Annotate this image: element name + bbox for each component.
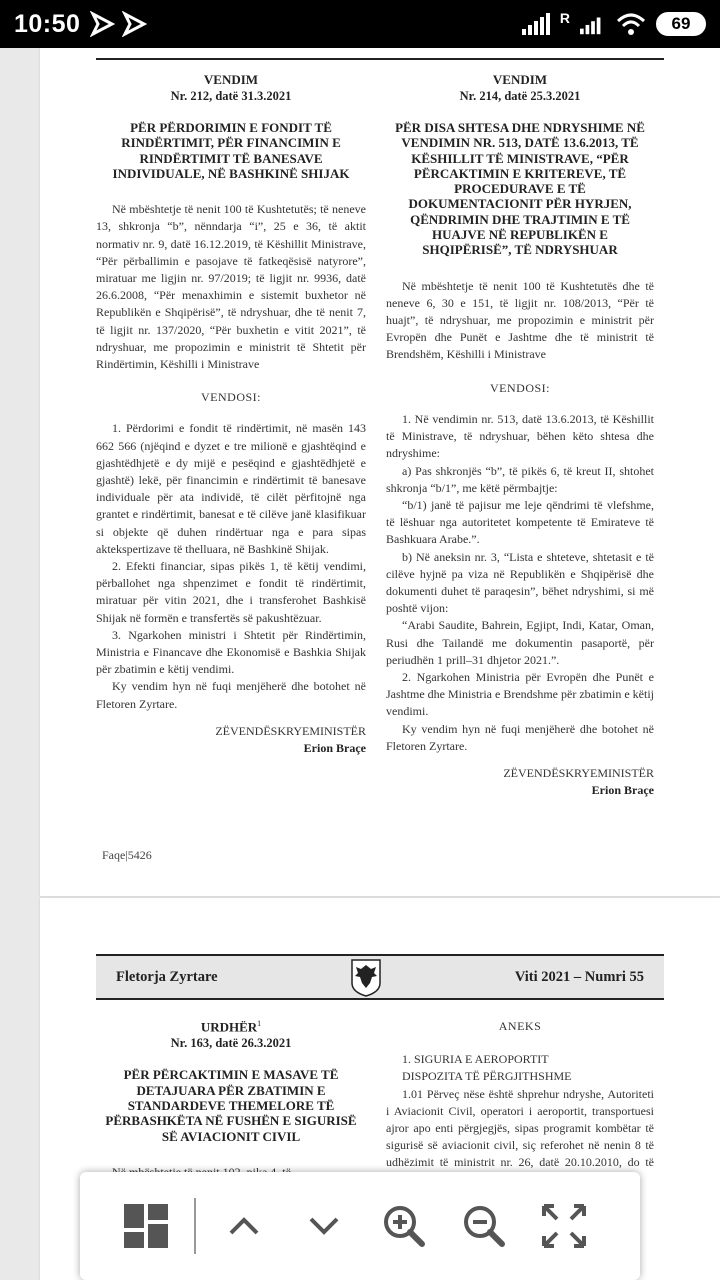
decision-title: VENDIM [492,72,548,87]
decision-point-1: 1. Në vendimin nr. 513, datë 13.6.2013, të Këshillit të Ministrave, të ndryshuar, bëhen këto shtesa dhe ndryshime: [386,411,654,461]
annex-title: ANEKS [498,1019,542,1033]
signature-title: ZËVENDËSKRYEMINISTËR [503,765,654,780]
decision-decides: VENDOSI: [201,390,261,405]
page-top-rule [96,58,664,60]
zoom-in-button[interactable] [364,1186,444,1266]
chevron-up-icon [228,1216,260,1236]
decision-212 [96,72,366,757]
decision-entry-into-force: Ky vendim hyn në fuqi menjëherë dhe botohet në Fletoren Zyrtare. [386,721,654,753]
decision-point-1b: b) Në aneksin nr. 3, “Lista e shteteve, shtetasit e të cilëve hyjnë pa viza në Republikën e Shqipërisë dhe dokumenti duhet të paraqesin”, bëhet ndryshimi, si më poshtë vijon: [386,549,654,616]
order-title: URDHËR$^1$ [200,1019,262,1035]
decision-point-1: 1. Përdorimi e fondit të rindërtimit, në masën 143 662 566 (njëqind e dyzet e tre milionë e gjashtëqind e gjashtëdhjetë e dy mijë e pesëqind e gjashtëdhjetë e gjashtë) lekë, për financimin e rindërtimit të banesave individuale për ata individë, të cilët përfitojnë nga grantet e rindërtimit, banesat e të cilëve janë klasifikuar si objekte që duhen rindërtuar nga e para sipas aktekspertizave të thelluara, në Bashkinë Shijak. [96,421,366,556]
decision-number: Nr. 212, datë 31.3.2021 [170,89,292,103]
signature-name: Erion Braçe [303,741,366,756]
fullscreen-button[interactable] [524,1186,604,1266]
wifi-icon [616,12,646,36]
order-annex [386,1018,654,1189]
gazette-issue: Viti 2021 – Numri 55 [514,968,644,985]
decision-decides: VENDOSI: [490,380,550,395]
decision-point-1b-text: “Arabi Saudite, Bahrein, Egjipt, Indi, Katar, Oman, Rusi dhe Tailandë me dokumentin pasaportë, për periudhën 1 prill–31 dhjetor 2021.”. [386,618,654,667]
albanian-eagle-emblem-icon [349,957,383,997]
zoom-out-icon [462,1204,506,1248]
signal-icon [522,13,550,35]
gazette-header [96,954,664,1000]
decision-point-1a: a) Pas shkronjës “b”, të pikës 6, të kreut II, shtohet shkronja “b/1”, me këtë përmbajtje: [386,463,654,495]
fullscreen-icon [542,1204,586,1248]
decision-number: Nr. 214, datë 25.3.2021 [459,89,581,103]
decision-point-2: 2. Ngarkohen Ministria për Evropën dhe Punët e Jashtme dhe Ministria e Brendshme për zbatimin e këtij vendimi. [386,669,654,719]
toolbar-divider [194,1198,196,1254]
decision-214 [386,72,654,799]
decision-preamble: Në mbështetje të nenit 100 të Kushtetutës dhe të neneve 6, 30 e 151, të ligjit nr. 108/2013, “Për të huajt”, të ndryshuar, me propozimin e ministrit për Evropën dhe Punët e Jashtme dhe të ministrit të Brendshëm, Këshilli i Ministrave [386,278,654,362]
thumbnails-button[interactable] [106,1186,186,1266]
annex-subsection: DISPOZITA TË PËRGJITHSHME [402,1069,572,1084]
order-163 [96,1016,366,1181]
signal-icon [580,13,606,35]
gazette-name: Fletorja Zyrtare [116,968,218,985]
annex-paragraph: 1.01 Përveç nëse është shprehur ndryshe, Autoriteti i Aviacionit Civil, operatori i aeroportit, transportuesi ajror apo enti përgjegjës, sipas programit kombëtar të sigurisë së aviacionit civil, siç referohet në nenin 8 të udhëzimit të ministrit nr. 26, datë 20.10.2010, do të [386,1086,654,1170]
page-number: Faqe|5426 [102,848,152,862]
play-app-icon [90,11,116,37]
previous-page-button[interactable] [204,1186,284,1266]
battery-indicator: 69 [656,12,706,36]
signature-title: ZËVENDËSKRYEMINISTËR [215,723,366,738]
document-page [40,48,720,896]
play-app-icon [122,11,148,37]
decision-point-3: 3. Ngarkohen ministri i Shtetit për Rindërtimin, Ministria e Financave dhe Ekonomisë e Bashkia Shijak për zbatimin e këtij vendimi. [96,627,366,677]
clock: 10:50 [14,9,81,38]
signature-name: Erion Braçe [591,783,654,798]
zoom-in-icon [382,1204,426,1248]
roaming-indicator: R [559,10,570,26]
notification-icons [90,11,148,37]
status-bar [0,0,720,48]
decision-point-2: 2. Efekti financiar, sipas pikës 1, të këtij vendimi, përballohet nga shpenzimet e fondit të rindërtimit, miratuar për vitin 2021, dhe i transferohet Bashkisë Shijak në formën e transfertës së pakushtëzuar. [96,559,366,625]
decision-subject: PËR DISA SHTESA DHE NDRYSHIME NË VENDIMIN NR. 513, DATË 13.6.2013, TË KËSHILLIT TË MINISTRAVE, “PËR PËRCAKTIMIN E KRITEREVE, TË PROCEDURAVE E TË DOKUMENTACIONIT PËR HYRJEN, QËNDRIMIN DHE TRAJTIMIN E TË HUAJVE NË REPUBLIKËN E SHQIPËRISË”, TË NDRYSHUAR [395,120,645,258]
decision-entry-into-force: Ky vendim hyn në fuqi menjëherë dhe botohet në Fletoren Zyrtare. [96,679,366,711]
chevron-down-icon [308,1216,340,1236]
annex-section: 1. SIGURIA E AEROPORTIT [402,1052,549,1067]
order-number: Nr. 163, datë 26.3.2021 [170,1036,292,1051]
decision-preamble: Në mbështetje të nenit 100 të Kushtetutës; të neneve 13, shkronja “b”, nënndarja “i”, 25 e 36, të aktit normativ nr. 9, datë 16.12.2019, të Këshillit Ministrave, “Për përballimin e pasojave të fatkeqësisë natyrore”, miratuar me ligjin nr. 97/2019; të ligjit nr. 9936, datë 26.6.2008, “Për menaxhimin e sistemit buxhetor në Republikën e Shqipërisë”, të ndryshuar, dhe të nenit 7, të ligjit nr. 137/2020, “Për buxhetin e vitit 2021”, të ndryshuar, me propozimin e ministrit të Shtetit për Rindërtimin, Këshilli i Ministrave [96,202,366,372]
decision-point-1a-text: “b/1) janë të pajisur me leje qëndrimi të vlefshme, të lëshuar nga autoritetet kompetente të Emirateve të Bashkuara Arabe.”. [386,497,654,547]
decision-subject: PËR PËRDORIMIN E FONDIT TË RINDËRTIMIT, PËR FINANCIMIN E RINDËRTIMIT TË BANESAVE INDIVIDUALE, NË BASHKINË SHIJAK [112,120,350,181]
order-subject: PËR PËRCAKTIMIN E MASAVE TË DETAJUARA PËR ZBATIMIN E STANDARDEVE THEMELORE TË PËRBASHKËTA NË FUSHËN E SIGURISË SË AVIACIONIT CIVIL [105,1067,357,1144]
zoom-out-button[interactable] [444,1186,524,1266]
next-page-button[interactable] [284,1186,364,1266]
viewer-toolbar [80,1172,640,1280]
thumbnails-icon [124,1204,168,1248]
decision-title: VENDIM [203,72,259,87]
